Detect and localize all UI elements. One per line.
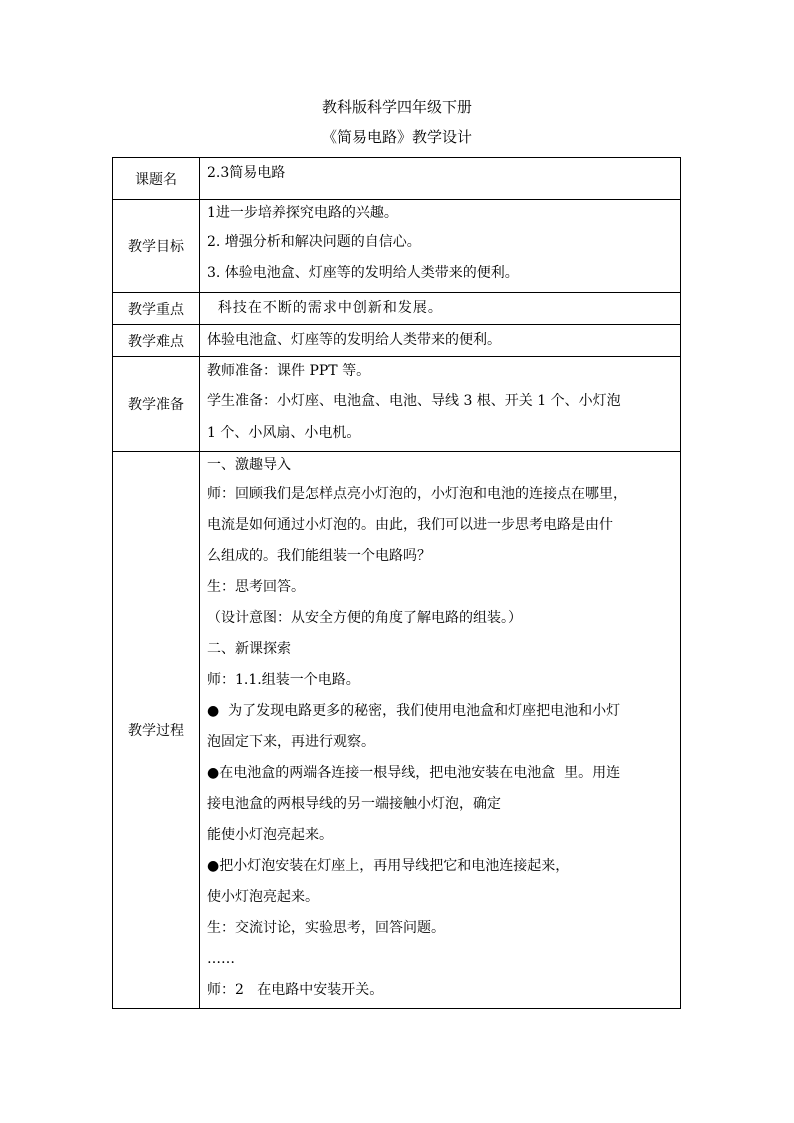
content-line: 师：1.1.组装一个电路。 (207, 672, 360, 688)
content-line: 接电池盒的两根导线的另一端接触小灯泡，确定 (207, 796, 501, 812)
content-line: 科技在不断的需求中创新和发展。 (207, 300, 443, 316)
content-line: ● 为了发现电路更多的秘密，我们使用电池盒和灯座把电池和小灯 (207, 703, 621, 719)
table-row-preparation (113, 357, 681, 452)
row-label-topic: 课题名 (113, 158, 200, 200)
content-line: 二、新课探索 (207, 641, 291, 657)
row-content-topic (200, 158, 681, 200)
content-line: 体验电池盒、灯座等的发明给人类带来的便利。 (207, 332, 501, 348)
table-row-key-points (113, 293, 681, 325)
row-label-difficulties: 教学难点 (113, 325, 200, 357)
table-row-topic (113, 158, 681, 200)
content-line: 教师准备：课件 PPT 等。 (207, 363, 371, 379)
row-content-process (200, 452, 681, 1009)
row-label-process: 教学过程 (113, 452, 200, 1009)
content-line: 使小灯泡亮起来。 (207, 889, 319, 905)
content-line: 1 个、小风扇、小电机。 (207, 425, 361, 441)
content-line: 生：思考回答。 (207, 579, 305, 595)
content-line: （设计意图：从安全方便的角度了解电路的组装。） (207, 610, 522, 626)
content-line: 师：回顾我们是怎样点亮小灯泡的，小灯泡和电池的连接点在哪里， (207, 486, 627, 502)
document-title: 教科版科学四年级下册 (321, 98, 472, 116)
lesson-plan-table (112, 157, 681, 1009)
content-line: ●把小灯泡安装在灯座上，再用导线把它和电池连接起来， (207, 858, 570, 874)
table-row-difficulties (113, 325, 681, 357)
content-line: 么组成的。我们能组装一个电路吗？ (207, 548, 431, 564)
content-line: 2.3简易电路 (207, 165, 286, 181)
content-line: 师：2 在电路中安装开关。 (207, 982, 384, 998)
table-row-objectives (113, 200, 681, 293)
row-content-difficulties (200, 325, 681, 357)
content-line: 学生准备：小灯座、电池盒、电池、导线 3 根、开关 1 个、小灯泡 (207, 393, 621, 409)
content-line: 电流是如何通过小灯泡的。由此，我们可以进一步思考电路是由什 (207, 517, 613, 533)
table-row-process (113, 452, 681, 1009)
content-line: 3. 体验电池盒、灯座等的发明给人类带来的便利。 (207, 265, 519, 281)
content-line: 泡固定下来，再进行观察。 (207, 734, 375, 750)
row-label-objectives: 教学目标 (113, 200, 200, 293)
content-line: 2. 增强分析和解决问题的自信心。 (207, 234, 421, 250)
content-line: ●在电池盒的两端各连接一根导线，把电池安装在电池盒 里。用连 (207, 765, 621, 781)
row-content-objectives (200, 200, 681, 293)
row-content-key-points (200, 293, 681, 325)
document-subtitle: 《简易电路》教学设计 (321, 128, 472, 146)
row-content-preparation (200, 357, 681, 452)
row-label-preparation: 教学准备 (113, 357, 200, 452)
content-line: 能使小灯泡亮起来。 (207, 827, 333, 843)
content-line: 生：交流讨论，实验思考，回答问题。 (207, 920, 445, 936)
content-line: 一、激趣导入 (207, 457, 291, 473)
content-line: 1进一步培养探究电路的兴趣。 (207, 205, 398, 221)
row-label-key-points: 教学重点 (113, 293, 200, 325)
content-line: …… (207, 951, 235, 967)
